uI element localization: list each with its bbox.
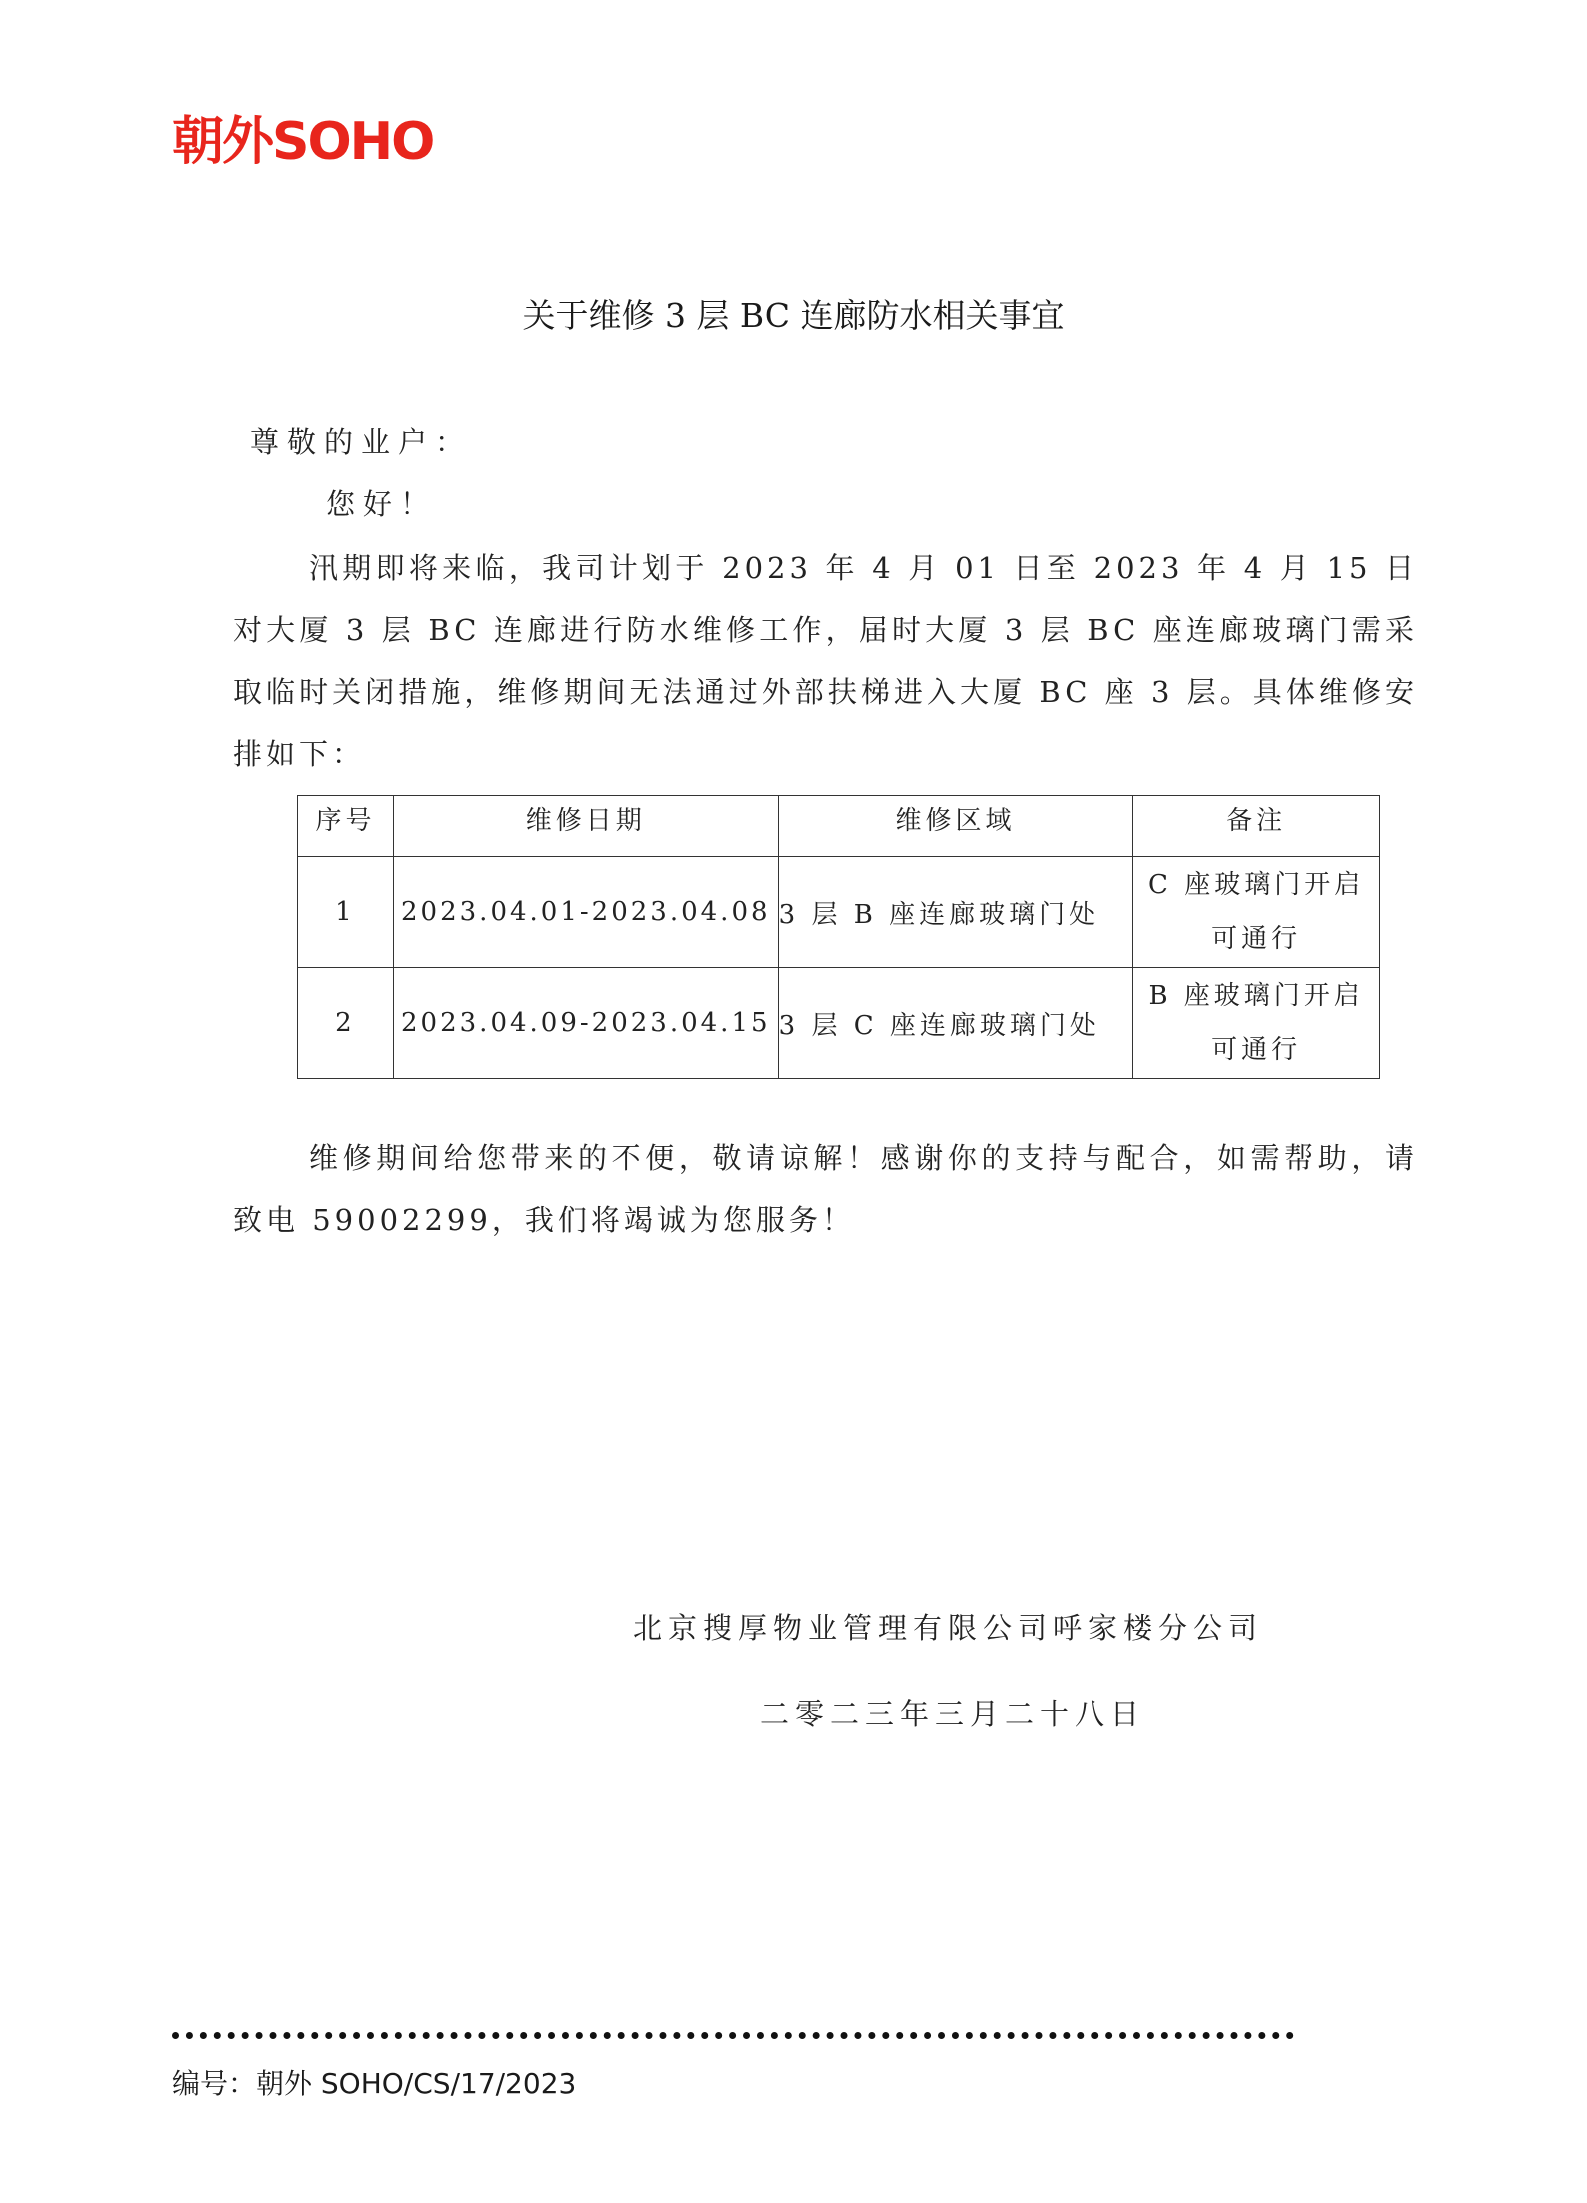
salutation: 尊敬的业户：	[250, 425, 473, 459]
signer-company: 北京搜厚物业管理有限公司呼家楼分公司	[633, 1611, 1264, 1645]
cell-area: 3 层 B 座连廊玻璃门处	[778, 857, 1133, 968]
document-title: 关于维修 3 层 BC 连廊防水相关事宜	[522, 296, 1065, 335]
header-cell-note: 备注	[1133, 796, 1380, 857]
cell-date: 2023.04.09-2023.04.15	[393, 968, 778, 1079]
cell-note	[1133, 857, 1380, 968]
note-line: C 座玻璃门开启	[1148, 870, 1365, 900]
note-line: 可通行	[1211, 924, 1302, 954]
document-number: 编号：朝外 SOHO/CS/17/2023	[172, 2067, 577, 2100]
cell-no: 1	[298, 857, 394, 968]
cell-no: 2	[298, 968, 394, 1079]
closing-paragraph: 维修期间给您带来的不便，敬请谅解！感谢你的支持与配合，如需帮助，请致电 59002299，我们将竭诚为您服务！	[233, 1141, 1418, 1237]
table-row	[298, 968, 1380, 1079]
company-logo: 朝外SOHO	[172, 112, 434, 172]
footer-divider	[172, 2032, 1294, 2039]
table-row	[298, 857, 1380, 968]
cell-note	[1133, 968, 1380, 1079]
note-line: B 座玻璃门开启	[1148, 981, 1364, 1011]
table-header-row	[298, 796, 1380, 857]
header-cell-area: 维修区域	[778, 796, 1133, 857]
maintenance-schedule-table	[297, 795, 1380, 1079]
cell-date: 2023.04.01-2023.04.08	[393, 857, 778, 968]
signature-date: 二零二三年三月二十八日	[760, 1697, 1146, 1731]
note-line: 可通行	[1211, 1035, 1302, 1065]
header-cell-no: 序号	[298, 796, 394, 857]
greeting: 您好！	[326, 487, 438, 521]
cell-area: 3 层 C 座连廊玻璃门处	[778, 968, 1133, 1079]
notice-paragraph: 汛期即将来临，我司计划于 2023 年 4 月 01 日至 2023 年 4 月 15 日对大厦 3 层 BC 连廊进行防水维修工作，届时大厦 3 层 BC 座连廊玻璃门需采取临时关闭措施，维修期间无法通过外部扶梯进入大厦 BC 座 3 层。具体维修安排如下：	[233, 551, 1418, 771]
header-cell-date: 维修日期	[393, 796, 778, 857]
